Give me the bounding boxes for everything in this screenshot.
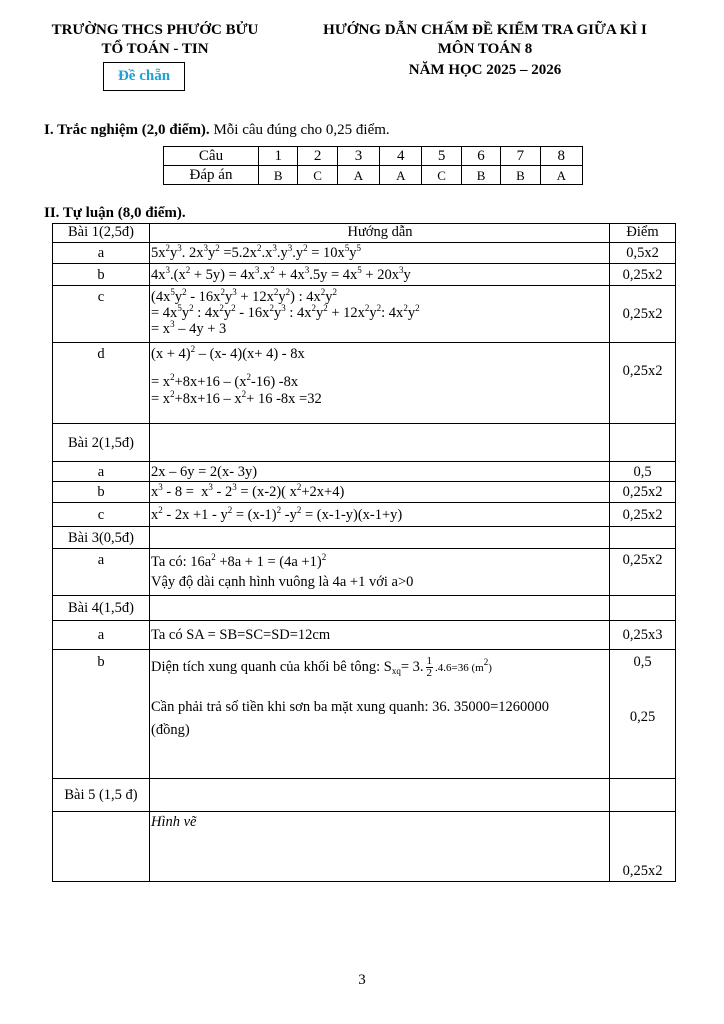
item-score: 0,5x2: [610, 243, 676, 264]
part2-heading: II. Tự luận (8,0 điểm).: [44, 205, 186, 221]
guide-column-header: Hướng dẫn: [150, 224, 610, 243]
table-row: [53, 264, 676, 286]
answer-value: B: [461, 166, 500, 185]
answer-value: A: [337, 166, 379, 185]
item-guide: $4x^3.(x^2 + 5y) = 4x^3.x^2 + 4x^3.5y = 4x^5 + 20x^3y$: [150, 264, 610, 286]
item-label: d: [53, 343, 150, 424]
item-guide: $(4x^5y^2 - 16x^2y^3 + 12x^2y^2)$ : $4x^2y^2$ = $4x^5y^2$ : $4x^2y^2 - 16x^2y^3$ : $4x^2y^2 + 12x^2y^2$: $4x^2y^2$ = $x^3 - 4y + 3$: [150, 286, 610, 343]
bai2-title: Bài 2(1,5đ): [53, 424, 150, 462]
empty-cell: [150, 527, 610, 549]
document-title: HƯỚNG DẪN CHẤM ĐỀ KIỂM TRA GIỮA KÌ I: [323, 22, 647, 38]
item-label: a: [53, 549, 150, 596]
question-number: 5: [422, 147, 461, 166]
item-score: 0,25x2: [610, 812, 676, 882]
question-number: 3: [337, 147, 379, 166]
item-guide-text: Diện tích xung quanh của khối bê tông: S: [151, 658, 392, 675]
table-row: [53, 503, 676, 527]
question-number: 2: [298, 147, 337, 166]
answer-value: A: [540, 166, 582, 185]
item-guide: 2x – 6y = 2(x- 3y): [150, 462, 610, 482]
table-header-row: [53, 224, 676, 243]
item-guide-unit: .4.6=36 (m: [435, 661, 484, 674]
item-score: 0,25x2: [610, 503, 676, 527]
question-number: 7: [501, 147, 540, 166]
table-row: [53, 243, 676, 264]
bai4-title: Bài 4(1,5đ): [53, 596, 150, 621]
empty-cell: [610, 424, 676, 462]
item-guide: Ta có SA = SB=SC=SD=12cm: [150, 621, 610, 650]
bai1-title: Bài 1(2,5đ): [53, 224, 150, 243]
table-row: [53, 527, 676, 549]
empty-cell: [150, 596, 610, 621]
item-guide-subscript: xq: [391, 665, 401, 676]
item-score: 0,25x2: [610, 286, 676, 343]
item-guide-line: Cần phải trả số tiền khi sơn ba mặt xung quanh: 36. 35000=1260000: [151, 699, 550, 715]
item-guide-text: = 3.: [400, 658, 424, 675]
school-name: TRƯỜNG THCS PHƯỚC BỬU: [51, 22, 259, 38]
empty-cell: [610, 779, 676, 812]
item-score: 0,5: [633, 654, 652, 670]
answer-row: [164, 166, 583, 185]
empty-cell: [610, 527, 676, 549]
item-label: a: [53, 621, 150, 650]
answer-label: Đáp án: [164, 166, 259, 185]
table-row: [53, 482, 676, 503]
item-score: 0,25: [629, 709, 656, 725]
item-score: 0,5: [610, 462, 676, 482]
item-score: 0,25x2: [610, 482, 676, 503]
table-row: [53, 424, 676, 462]
item-label: c: [53, 503, 150, 527]
empty-cell: [610, 596, 676, 621]
item-label: b: [53, 650, 150, 779]
school-year: NĂM HỌC 2025 – 2026: [408, 62, 562, 78]
fraction-denominator: 2: [426, 667, 433, 679]
item-guide: [150, 650, 610, 779]
item-score: 0,25x3: [610, 621, 676, 650]
exam-version-badge: Đề chẵn: [103, 62, 185, 91]
answer-value: C: [422, 166, 461, 185]
table-row: [53, 621, 676, 650]
item-guide: Ta có: $16a^2 +8a + 1 = (4a +1)^2$ Vậy độ dài cạnh hình vuông là 4a +1 với a>0: [150, 549, 610, 596]
answer-key-table: [163, 146, 583, 185]
table-row: [53, 779, 676, 812]
part1-heading-line: [44, 122, 390, 139]
table-row: [53, 462, 676, 482]
table-row: [53, 650, 676, 779]
question-number: 1: [259, 147, 298, 166]
table-row: [53, 549, 676, 596]
table-row: [53, 343, 676, 424]
item-score: 0,25x2: [610, 264, 676, 286]
item-guide: $x^2 - 2x +1 - y^2 = (x-1)^2$ $-y^2 = (x-1-y)(x-1+y)$: [150, 503, 610, 527]
empty-cell: [53, 812, 150, 882]
table-row: [53, 596, 676, 621]
grading-guide-table: [52, 223, 676, 882]
item-label: a: [53, 462, 150, 482]
answer-value: B: [259, 166, 298, 185]
fraction-numerator: 1: [426, 655, 433, 667]
table-row: [53, 286, 676, 343]
question-number: 8: [540, 147, 582, 166]
part1-heading: I. Trắc nghiệm (2,0 điểm).: [44, 122, 210, 138]
empty-cell: [150, 779, 610, 812]
item-score-cell: [610, 650, 676, 779]
item-guide: $(x + 4)^2 - (x-$ 4)(x+ 4) - 8x = $x^2+8x+16 - (x^2-16)$ -8x = $x^2+8x+16 - x^2+ 16$ -8x =32: [150, 343, 610, 424]
item-label: a: [53, 243, 150, 264]
item-label: b: [53, 482, 150, 503]
empty-cell: [150, 424, 610, 462]
question-number: 6: [461, 147, 500, 166]
item-guide-line: Vậy độ dài cạnh hình vuông là 4a +1 với a>0: [151, 574, 414, 590]
question-row: [164, 147, 583, 166]
item-guide-line: Diện tích xung quanh của khối bê tông: $S_{xq}= 3$. $\frac{1}{2}$ .4.6=36 $(m^2)$: [151, 655, 492, 679]
item-score: 0,25x2: [610, 549, 676, 596]
answer-value: A: [380, 166, 422, 185]
item-guide: $x^3 - 8 = x^3 - 2^3 = (x-2)$( $x^2+2x+4$): [150, 482, 610, 503]
score-column-header: Điểm: [610, 224, 676, 243]
question-number: 4: [380, 147, 422, 166]
answer-value: B: [501, 166, 540, 185]
item-label: b: [53, 264, 150, 286]
page-number: 3: [358, 972, 366, 988]
subject-title: MÔN TOÁN 8: [437, 41, 533, 57]
item-guide: $5x^2y^3$. $2x^3y^2 =5.2x^2.x^3.y^3.y^2 = 10x^5y^5$: [150, 243, 610, 264]
item-label: c: [53, 286, 150, 343]
answer-value: C: [298, 166, 337, 185]
fraction: [426, 656, 434, 679]
department-name: TỔ TOÁN - TIN: [101, 41, 209, 57]
item-score: 0,25x2: [610, 343, 676, 424]
figure-label: Hình vẽ: [150, 812, 610, 882]
part1-note: Mỗi câu đúng cho 0,25 điểm.: [209, 122, 390, 138]
bai3-title: Bài 3(0,5đ): [53, 527, 150, 549]
bai5-title: Bài 5 (1,5 đ): [53, 779, 150, 812]
table-row: [53, 812, 676, 882]
question-label: Câu: [164, 147, 259, 166]
item-guide-line: (đồng): [151, 722, 190, 738]
